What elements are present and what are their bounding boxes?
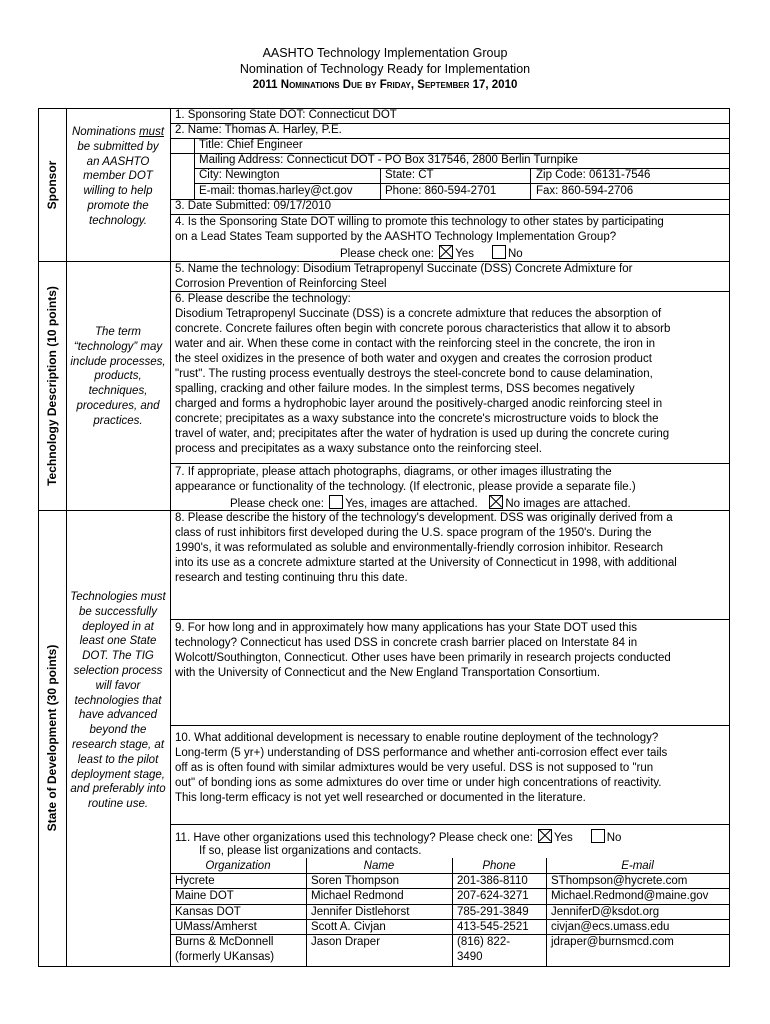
technology-note: The term “technology” may include processes, products, techniques, procedures, and practices.	[70, 326, 166, 427]
cell-divider	[546, 858, 547, 966]
q5-technology-name: 5. Name the technology: Disodium Tetrapropenyl Succinate (DSS) Concrete Admixture for	[175, 263, 633, 275]
q9-line: with the University of Connecticut and the New England Transportation Consortium.	[175, 667, 601, 679]
cell-organization: Burns & McDonnell	[175, 936, 274, 948]
cell-name: Scott A. Civjan	[311, 921, 386, 933]
orgs-no-label: No	[606, 832, 622, 844]
q2-name: 2. Name: Thomas A. Harley, P.E.	[175, 124, 342, 136]
cell-phone: 207-624-3271	[457, 890, 529, 902]
q7-question: 7. If appropriate, please attach photographs, diagrams, or other images illustrating the	[175, 466, 612, 478]
images-no-label: No images are attached.	[505, 498, 631, 510]
state-note: Technologies must be successfully deployed in at least one State DOT. The TIG selection process will favor technologies that have advanced beyond the research stage, at least to the pilot deployment stage, and preferably into routine use.	[70, 591, 166, 811]
col-header-phone: Phone	[482, 860, 516, 872]
q6-description-line: concrete. Concrete failures often begin with concrete porous characteristics that allow it to absorb	[175, 323, 671, 335]
q10-line: This long-term efficacy is not yet well researched or documented in the literature.	[175, 792, 586, 804]
q11-subtext: If so, please list organizations and contacts.	[199, 845, 422, 857]
q9-line: technology? Connecticut has used DSS in concrete crash barrier placed on Interstate 84 in	[175, 637, 638, 649]
yes-checkbox[interactable]	[439, 245, 453, 259]
q4-check-row	[340, 245, 523, 262]
q6-question: 6. Please describe the technology:	[175, 293, 351, 305]
fax-field: Fax: 860-594-2706	[536, 185, 634, 197]
q6-description-line: Disodium Tetrapropenyl Succinate (DSS) is a concrete admixture that reduces the absorption of	[175, 308, 662, 320]
q6-description-line: "rust". The rusting process eventually destroys the steel-concrete bond to cause delamination,	[175, 368, 653, 380]
cell-email: Michael.Redmond@maine.gov	[551, 890, 709, 902]
images-no-checkbox[interactable]	[489, 495, 503, 509]
cell-email: jdraper@burnsmcd.com	[551, 936, 674, 948]
col-header-email: E-mail	[621, 860, 654, 872]
orgs-yes-checkbox[interactable]	[538, 829, 552, 843]
check-label: Please check one:	[230, 498, 324, 510]
cell-phone: (816) 822-	[457, 936, 511, 948]
cell-name: Jason Draper	[311, 936, 381, 948]
doc-title: AASHTO Technology Implementation Group	[262, 46, 508, 60]
cell-phone: 201-386-8110	[457, 875, 528, 887]
cell-organization: Maine DOT	[175, 890, 234, 902]
q7-question: appearance or functionality of the technology. (If electronic, please provide a separate file.)	[175, 481, 636, 493]
q8-line: research and testing continuing thru this date.	[175, 572, 408, 584]
q6-description-line: the steel oxidizes in the presence of both water and oxygen and creates the corrosion product	[175, 353, 652, 365]
sponsor-note: Nominations must be submitted by an AASHTO member DOT willing to help promote the technology.	[71, 126, 165, 227]
cell-email: civjan@ecs.umass.edu	[551, 921, 670, 933]
q9-line: Wolcott/Southington, Connecticut. Other uses have been primarily in research projects conducted	[175, 652, 671, 664]
no-label: No	[507, 248, 523, 260]
mailing-address-field: Mailing Address: Connecticut DOT - PO Box 317546, 2800 Berlin Turnpike	[199, 154, 578, 166]
phone-field: Phone: 860-594-2701	[385, 185, 497, 197]
cell-organization: UMass/Amherst	[175, 921, 257, 933]
border-col2	[170, 108, 171, 967]
q8-line: class of rust inhibitors first developed during the U.S. space program of the 1950's. During the	[175, 527, 652, 539]
cell-organization-cont: (formerly UKansas)	[175, 951, 275, 963]
section-label-sponsor: Sponsor	[45, 160, 59, 209]
q6-description-line: process and precipitates as a waxy substance onto the reinforcing steel.	[175, 443, 542, 455]
border-right	[729, 108, 730, 967]
cell-phone: 413-545-2521	[457, 921, 529, 933]
row-line	[170, 824, 730, 825]
cell-divider	[194, 138, 195, 199]
cell-phone: 785-291-3849	[457, 906, 529, 918]
q5-technology-name: Corrosion Prevention of Reinforcing Steel	[175, 278, 387, 290]
q6-description-line: travel of water, and; precipitates after the water of hydration is used up during the concrete curing	[175, 428, 670, 440]
cell-organization: Hycrete	[175, 875, 215, 887]
cell-name: Michael Redmond	[311, 890, 404, 902]
q6-description-line: charged and forms a hydrophobic layer around the positively-charged anodic reinforcing steel in	[175, 398, 663, 410]
q10-line: off as is often found with similar admixtures would be very useful. DSS is not supposed to "run	[175, 762, 654, 774]
cell-name: Soren Thompson	[311, 875, 400, 887]
q6-description-line: concrete; precipitates as a waxy substance into the concrete's microstructure voids to block the	[175, 413, 659, 425]
cell-phone-cont: 3490	[457, 951, 483, 963]
q8-line: 1990's, it was reformulated as soluble and environmentally-friendly corrosion inhibitor. Research	[175, 542, 663, 554]
cell-divider	[306, 858, 307, 966]
cell-divider	[530, 168, 531, 199]
q1-sponsoring-dot: 1. Sponsoring State DOT: Connecticut DOT	[175, 109, 397, 121]
city-field: City: Newington	[199, 169, 280, 181]
q7-check-row	[230, 495, 631, 512]
q9-line: 9. For how long and in approximately how many applications has your State DOT used this	[175, 622, 637, 634]
q4-question: 4. Is the Sponsoring State DOT willing to promote this technology to other states by participating	[175, 216, 664, 228]
section-label-technology: Technology Description (10 points)	[45, 285, 59, 486]
q10-line: out" of bonding ions as some admixtures do over time or under high concentrations of reactivity.	[175, 777, 662, 789]
title-field: Title: Chief Engineer	[199, 139, 303, 151]
orgs-yes-label: Yes	[554, 832, 573, 844]
q10-line: 10. What additional development is necessary to enable routine deployment of the technology?	[175, 732, 659, 744]
row-line	[170, 619, 730, 620]
q8-line: 8. Please describe the history of the technology's development. DSS was originally derived from a	[175, 512, 673, 524]
q8-line: into its use as a concrete admixture started at the University of Connecticut in 1998, with additional	[175, 557, 677, 569]
row-line	[170, 725, 730, 726]
q10-line: Long-term (5 yr+) understanding of DSS performance and whether anti-corrosion effect ever tails	[175, 747, 668, 759]
check-label: Please check one:	[340, 248, 434, 260]
no-checkbox[interactable]	[492, 245, 506, 259]
doc-subtitle: Nomination of Technology Ready for Implementation	[239, 62, 531, 76]
q4-question: on a Lead States Team supported by the AASHTO Technology Implementation Group?	[175, 231, 617, 243]
cell-email: JenniferD@ksdot.org	[551, 906, 660, 918]
yes-label: Yes	[455, 248, 474, 260]
q11-label: 11. Have other organizations used this technology? Please check one:	[175, 832, 533, 844]
doc-deadline: 2011 Nominations Due by Friday, September 17, 2010	[252, 79, 518, 91]
cell-divider	[380, 168, 381, 199]
state-field: State: CT	[385, 169, 434, 181]
border-bottom	[38, 966, 730, 967]
cell-name: Jennifer Distlehorst	[311, 906, 410, 918]
images-yes-checkbox[interactable]	[329, 495, 343, 509]
cell-email: SThompson@hycrete.com	[551, 875, 688, 887]
images-yes-label: Yes, images are attached.	[345, 498, 478, 510]
cell-divider	[452, 858, 453, 966]
email-field: E-mail: thomas.harley@ct.gov	[199, 185, 353, 197]
border-col1	[66, 108, 67, 967]
col-header-organization: Organization	[205, 860, 271, 872]
orgs-no-checkbox[interactable]	[591, 829, 605, 843]
col-header-name: Name	[363, 860, 395, 872]
cell-organization: Kansas DOT	[175, 906, 241, 918]
q6-description-line: spalling, cracking and other failure modes. In the simplest terms, DSS becomes negatively	[175, 383, 635, 395]
q6-description-line: water and air. When these come in contact with the reinforcing steel in the concrete, the iron in	[175, 338, 656, 350]
row-line	[170, 463, 730, 464]
q3-date-submitted: 3. Date Submitted: 09/17/2010	[175, 200, 331, 212]
section-label-state: State of Development (30 points)	[45, 644, 59, 832]
zip-field: Zip Code: 06131-7546	[536, 169, 651, 181]
